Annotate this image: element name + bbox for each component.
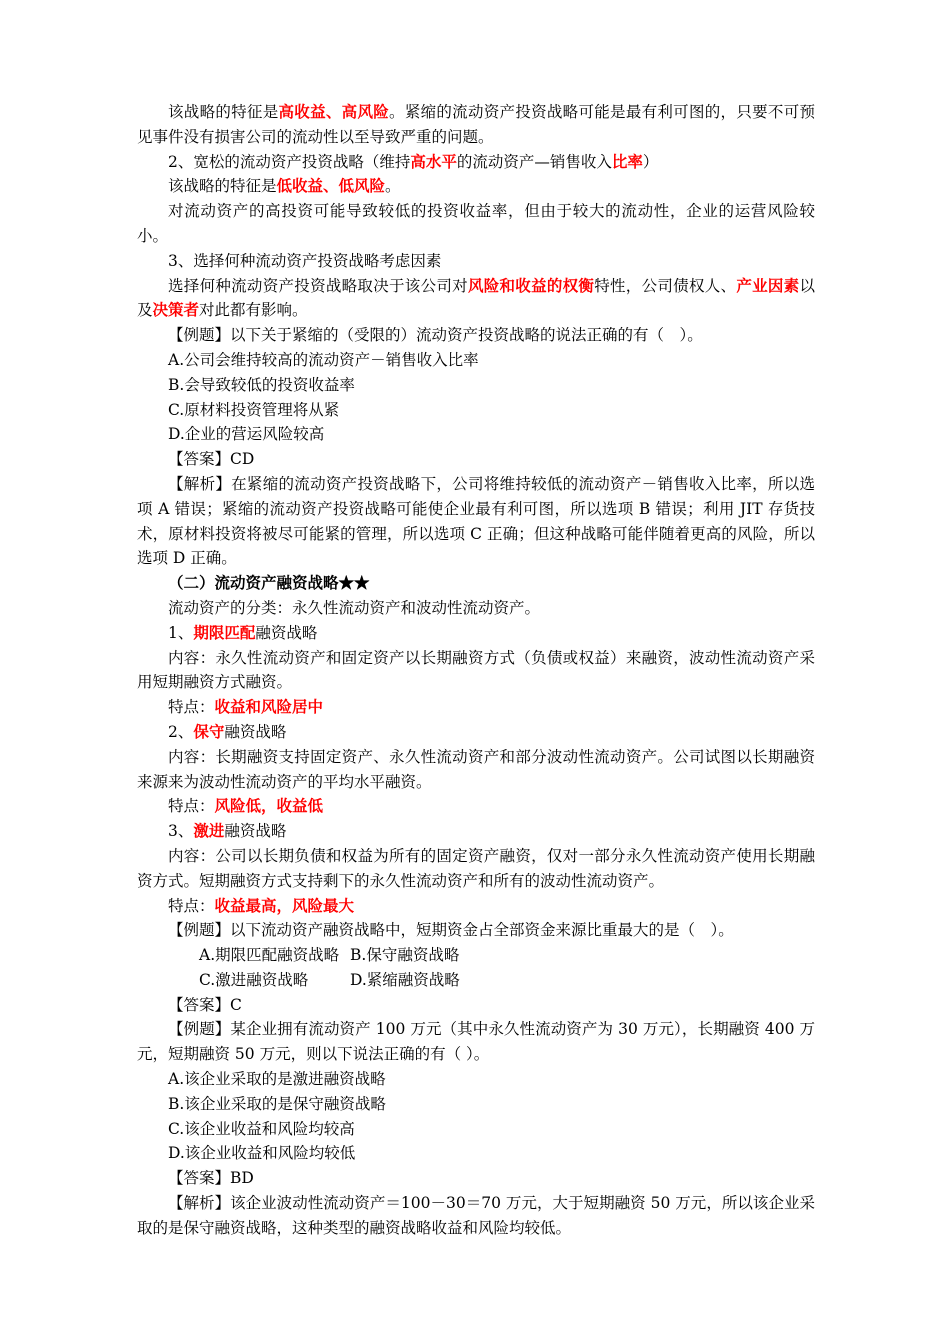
option: B.该企业采取的是保守融资战略: [168, 1094, 386, 1113]
option: D.企业的营运风险较高: [168, 425, 325, 444]
option: A.公司会维持较高的流动资产－销售收入比率: [168, 350, 479, 369]
feature-line: 特点：收益最高，风险最大: [168, 895, 355, 915]
document-page: [137, 100, 815, 1241]
feature-line: 特点：风险低，收益低: [168, 796, 324, 816]
option-row: [137, 968, 815, 993]
section-heading: （二）流动资产融资战略★★: [168, 573, 370, 593]
subsection-heading: 3、激进融资战略: [168, 821, 287, 841]
subsection-heading: 1、期限匹配融资战略: [168, 622, 318, 642]
example-question: 【例题】以下流动资产融资战略中，短期资金占全部资金来源比重最大的是（ ）。: [168, 921, 734, 940]
answer: 【答案】C: [168, 995, 242, 1014]
paragraph: 内容：长期融资支持固定资产、永久性流动资产和部分波动性流动资产。公司试图以长期融资来源来为波动性流动资产的平均水平融资。: [137, 747, 815, 791]
paragraph: 该战略的特征是高收益、高风险。紧缩的流动资产投资战略可能是最有利可图的，只要不可预见事件没有损害公司的流动性以至导致严重的问题。: [137, 102, 815, 146]
subsection-heading: 2、保守融资战略: [168, 721, 287, 741]
option: A.期限匹配融资战略: [199, 946, 340, 965]
option: B.保守融资战略: [350, 946, 460, 965]
answer: 【答案】CD: [168, 450, 255, 469]
option: D.紧缩融资战略: [350, 970, 460, 989]
feature-line: 特点：收益和风险居中: [168, 697, 324, 717]
explanation: 【解析】在紧缩的流动资产投资战略下，公司将维持较低的流动资产－销售收入比率，所以选项 A 错误；紧缩的流动资产投资战略可能使企业最有利可图，所以选项 B 错误；利用 JIT 存货技术，原材料投资将被尽可能紧的管理，所以选项 C 正确；但这种战略可能伴随着更高的风险，所以选项 D 正确。: [137, 474, 815, 568]
paragraph: 该战略的特征是低收益、低风险。: [168, 176, 401, 196]
option: C.该企业收益和风险均较高: [168, 1119, 355, 1138]
explanation: 【解析】该企业波动性流动资产＝100－30＝70 万元，大于短期融资 50 万元，所以该企业采取的是保守融资战略，这种类型的融资战略收益和风险均较低。: [137, 1194, 815, 1237]
paragraph: 内容：永久性流动资产和固定资产以长期融资方式（负债或权益）来融资，波动性流动资产采用短期融资方式融资。: [137, 648, 815, 692]
option-row: [137, 943, 815, 968]
paragraph: 对流动资产的高投资可能导致较低的投资收益率，但由于较大的流动性，企业的运营风险较小。: [137, 202, 815, 245]
section-heading: 2、宽松的流动资产投资战略（维持高水平的流动资产—销售收入比率）: [168, 151, 659, 171]
option: A.该企业采取的是激进融资战略: [168, 1070, 386, 1089]
example-question: 【例题】以下关于紧缩的（受限的）流动资产投资战略的说法正确的有（ ）。: [168, 326, 703, 345]
option: C.激进融资战略: [199, 970, 309, 989]
paragraph: 流动资产的分类：永久性流动资产和波动性流动资产。: [168, 598, 541, 617]
section-heading: 3、选择何种流动资产投资战略考虑因素: [168, 251, 442, 270]
answer: 【答案】BD: [168, 1169, 254, 1188]
paragraph: 内容：公司以长期负债和权益为所有的固定资产融资，仅对一部分永久性流动资产使用长期融资方式。短期融资方式支持剩下的永久性流动资产和所有的波动性流动资产。: [137, 846, 815, 890]
example-question: 【例题】某企业拥有流动资产 100 万元（其中永久性流动资产为 30 万元），长期融资 400 万元，短期融资 50 万元，则以下说法正确的有（ ）。: [137, 1020, 815, 1064]
paragraph: 选择何种流动资产投资战略取决于该公司对风险和收益的权衡特性，公司债权人、产业因素以及决策者对此都有影响。: [137, 275, 815, 320]
option: B.会导致较低的投资收益率: [168, 375, 355, 394]
option: D.该企业收益和风险均较低: [168, 1144, 356, 1163]
option: C.原材料投资管理将从紧: [168, 400, 340, 419]
